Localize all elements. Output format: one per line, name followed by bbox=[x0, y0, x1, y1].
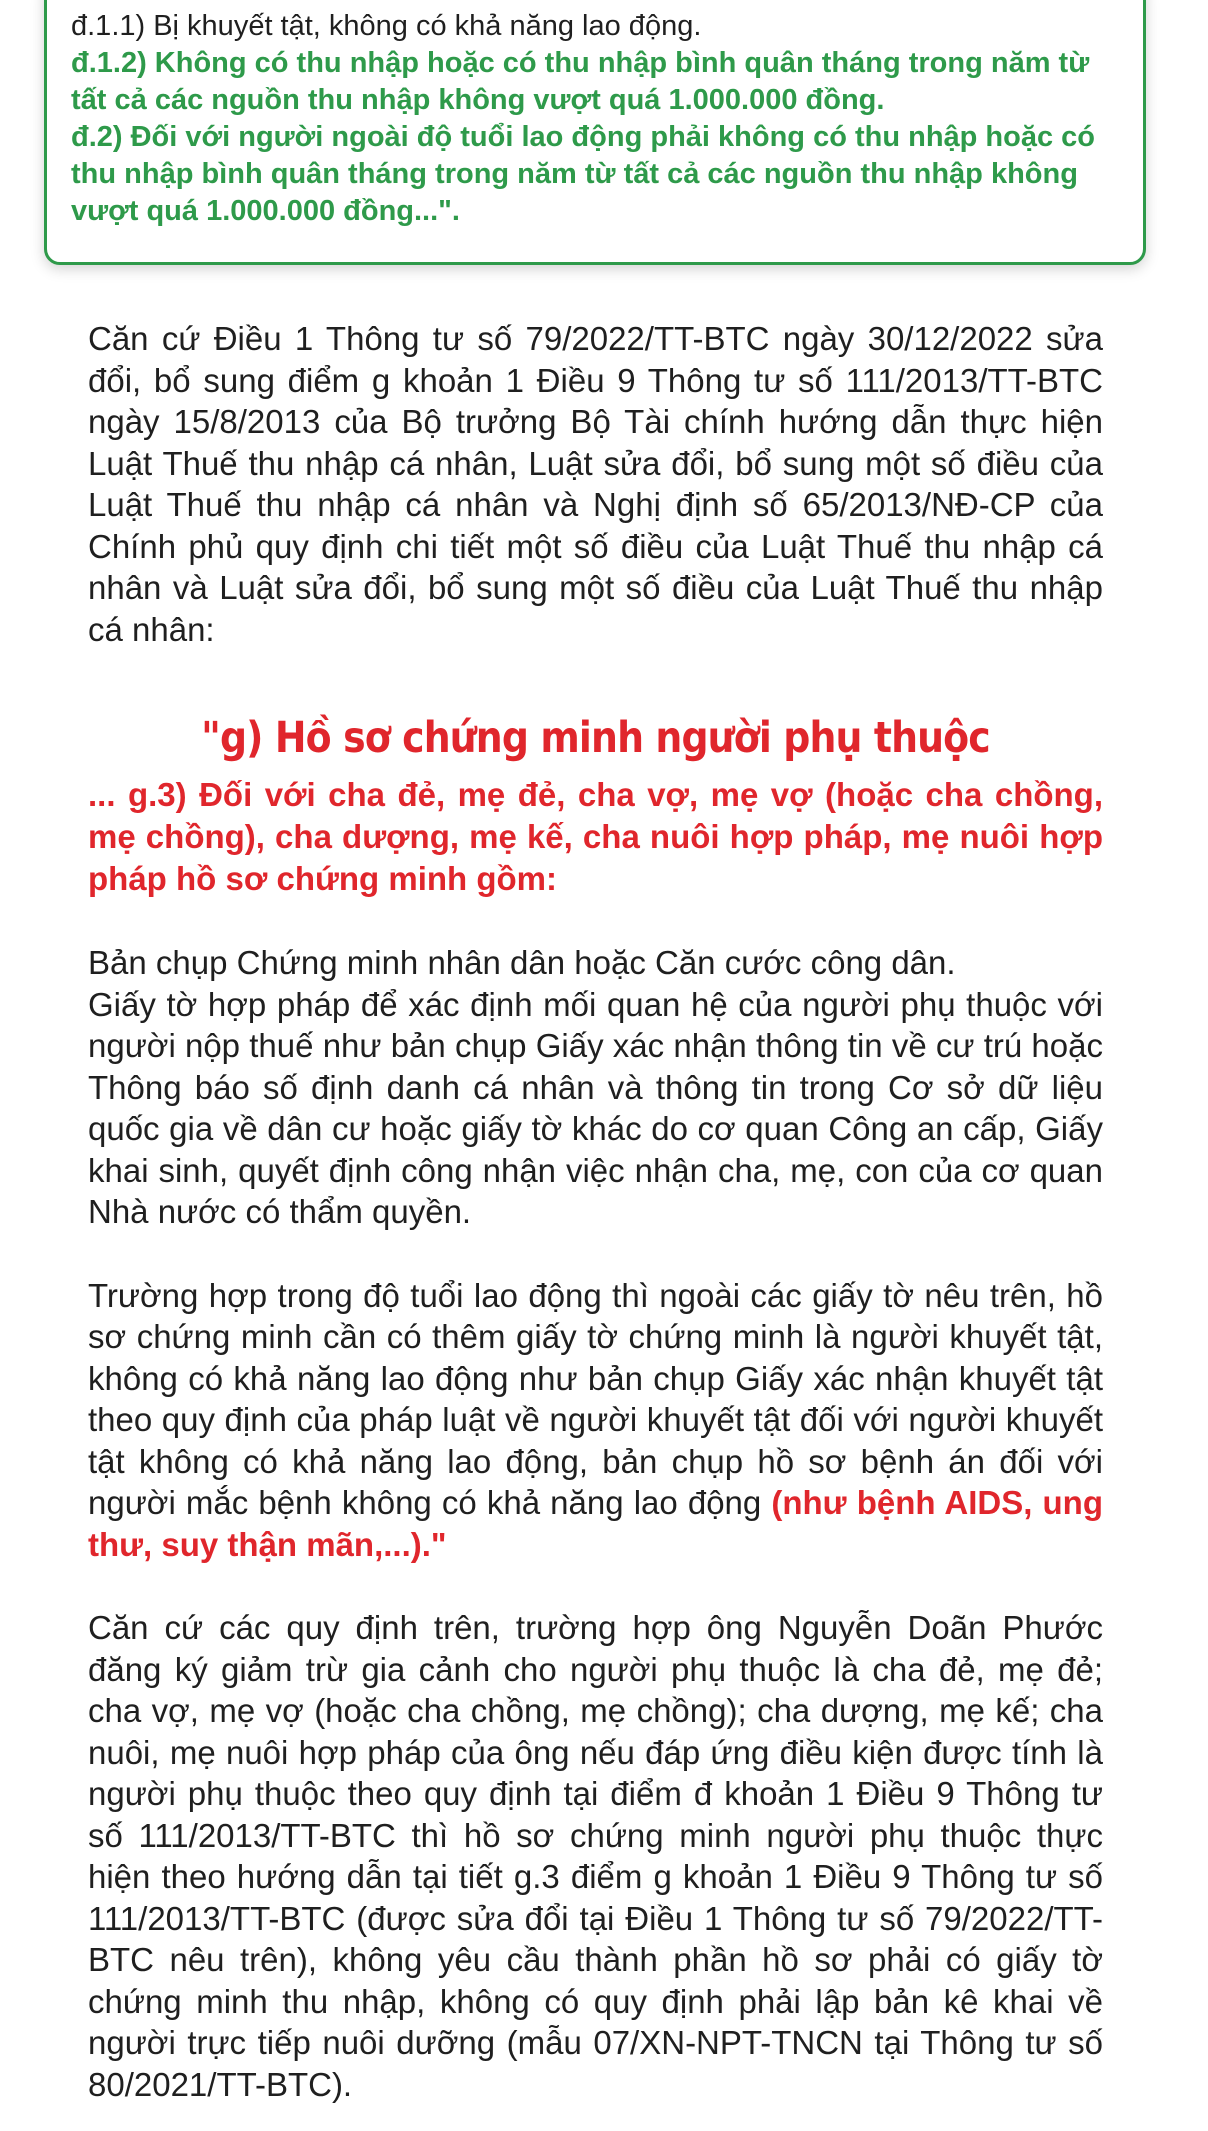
working-age-paragraph bbox=[88, 1275, 1103, 1566]
doc-list-line-1: Bản chụp Chứng minh nhân dân hoặc Căn cước công dân. bbox=[88, 944, 956, 981]
doc-list-line-2: Giấy tờ hợp pháp để xác định mối quan hệ của người phụ thuộc với người nộp thuế như bản chụp Giấy xác nhận thông tin về cư trú hoặc Thông báo số định danh cá nhân và thông tin trong Cơ sở dữ liệu quốc gia về dân cư hoặc giấy tờ khác do cơ quan Công an cấp, Giấy khai sinh, quyết định công nhận việc nhận cha, mẹ, con của cơ quan Nhà nước có thẩm quyền. bbox=[88, 985, 1103, 1230]
quote-line-d2: đ.2) Đối với người ngoài độ tuổi lao động phải không có thu nhập hoặc có thu nhập bình quân tháng trong năm từ tất cả các nguồn thu nhập không vượt quá 1.000.000 đồng...". bbox=[71, 121, 1096, 227]
quoted-regulation-box bbox=[44, 0, 1146, 265]
conclusion-paragraph: Căn cứ các quy định trên, trường hợp ông Nguyễn Doãn Phước đăng ký giảm trừ gia cảnh cho người phụ thuộc là cha đẻ, mẹ đẻ; cha vợ, mẹ vợ (hoặc cha chồng, mẹ chồng); cha dượng, mẹ kế; cha nuôi, mẹ nuôi hợp pháp của ông nếu đáp ứng điều kiện được tính là người phụ thuộc theo quy định tại điểm đ khoản 1 Điều 9 Thông tư số 111/2013/TT-BTC thì hồ sơ chứng minh người phụ thuộc thực hiện theo hướng dẫn tại tiết g.3 điểm g khoản 1 Điều 9 Thông tư số 111/2013/TT-BTC (được sửa đổi tại Điều 1 Thông tư số 79/2022/TT-BTC nêu trên), không yêu cầu thành phần hồ sơ phải có giấy tờ chứng minh thu nhập, không có quy định phải lập bản kê khai về người trực tiếp nuôi dưỡng (mẫu 07/XN-NPT-TNCN tại Thông tư số 80/2021/TT-BTC). bbox=[88, 1609, 1103, 2103]
quote-line-d12: đ.1.2) Không có thu nhập hoặc có thu nhập bình quân tháng trong năm từ tất cả các nguồn thu nhập không vượt quá 1.000.000 đồng. bbox=[71, 47, 1090, 116]
working-age-highlight: (như bệnh AIDS, ung thư, suy thận mãn,...)." bbox=[88, 1484, 1103, 1563]
quote-line-d11: đ.1.1) Bị khuyết tật, không có khả năng lao động. bbox=[71, 10, 702, 42]
intro-paragraph: Căn cứ Điều 1 Thông tư số 79/2022/TT-BTC ngày 30/12/2022 sửa đổi, bổ sung điểm g khoản 1 Điều 9 Thông tư số 111/2013/TT-BTC ngày 15/8/2013 của Bộ trưởng Bộ Tài chính hướng dẫn thực hiện Luật Thuế thu nhập cá nhân, Luật sửa đổi, bổ sung một số điều của Luật Thuế thu nhập cá nhân và Nghị định số 65/2013/NĐ-CP của Chính phủ quy định chi tiết một số điều của Luật Thuế thu nhập cá nhân và Luật sửa đổi, bổ sung một số điều của Luật Thuế thu nhập cá nhân: bbox=[88, 320, 1103, 648]
section-title: "g) Hồ sơ chứng minh người phụ thuộc bbox=[201, 713, 990, 763]
section-subtitle: ... g.3) Đối với cha đẻ, mẹ đẻ, cha vợ, mẹ vợ (hoặc cha chồng, mẹ chồng), cha dượng, mẹ kế, cha nuôi hợp pháp, mẹ nuôi hợp pháp hồ sơ chứng minh gồm: bbox=[88, 776, 1103, 897]
article-body bbox=[88, 318, 1103, 2105]
working-age-text: Trường hợp trong độ tuổi lao động thì ngoài các giấy tờ nêu trên, hồ sơ chứng minh cần có thêm giấy tờ chứng minh là người khuyết tật, không có khả năng lao động như bản chụp Giấy xác nhận khuyết tật theo quy định của pháp luật về người khuyết tật đối với người khuyết tật không có khả năng lao động, bản chụp hồ sơ bệnh án đối với người mắc bệnh không có khả năng lao động bbox=[88, 1276, 1103, 1521]
